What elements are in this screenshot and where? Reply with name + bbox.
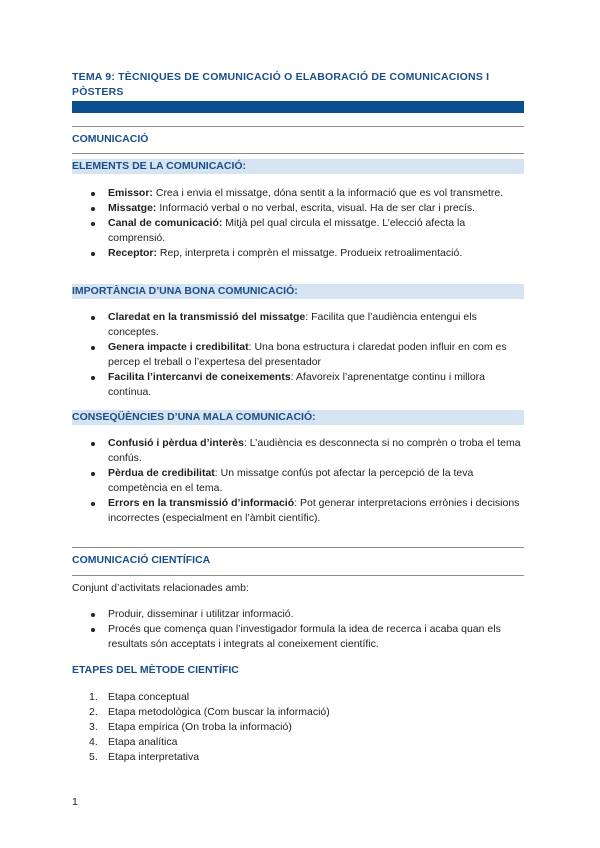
- list-item: [72, 201, 522, 216]
- item-text: Rep, interpreta i comprèn el missatge. Produeix retroalimentació.: [157, 247, 463, 259]
- item-term: Receptor:: [108, 247, 158, 259]
- item-text: Mitjà pel qual circula el missatge. L’elecció afecta la comprensió.: [108, 217, 466, 244]
- list-item: [72, 496, 522, 526]
- subheading-etapes: ETAPES DEL MÈTODE CIENTÍFIC: [72, 664, 239, 676]
- list-item: [72, 186, 522, 201]
- list-item: [72, 246, 522, 261]
- item-text: Etapa conceptual: [108, 691, 190, 703]
- list-item: [72, 466, 522, 496]
- item-number: 2.: [89, 706, 98, 718]
- item-term: Claredat en la transmissió del missatge: [108, 311, 306, 323]
- item-term: Canal de comunicació:: [108, 217, 223, 229]
- item-term: Genera impacte i credibilitat: [108, 341, 249, 353]
- item-text: Etapa metodològica (Com buscar la informació): [108, 706, 330, 718]
- item-number: 4.: [89, 736, 98, 748]
- divider: [72, 547, 524, 548]
- list-item: [72, 690, 522, 705]
- section-heading-comunicacio: COMUNICACIÓ: [72, 133, 149, 145]
- importancia-list: [72, 310, 522, 400]
- item-text: : Facilita que l’audiència entengui els conceptes.: [108, 311, 477, 338]
- item-text: Informació verbal o no verbal, escrita, visual. Ha de ser clar i precís.: [156, 202, 476, 214]
- consequencies-list: [72, 436, 522, 526]
- divider: [72, 153, 524, 154]
- list-item: Produir, disseminar i utilitzar informació.: [72, 607, 522, 622]
- item-text: Crea i envia el missatge, dóna sentit a la informació que es vol transmetre.: [152, 187, 504, 199]
- item-text: : Un missatge confús pot afectar la percepció de la teva competència en el tema.: [108, 467, 474, 494]
- etapes-list: [72, 690, 522, 765]
- divider: [72, 575, 524, 576]
- title-bar: [72, 101, 524, 113]
- item-text: Etapa empírica (On troba la informació): [108, 721, 292, 733]
- cientifica-list: [72, 607, 522, 652]
- item-term: Errors en la transmissió d’informació: [108, 497, 295, 509]
- list-item: [72, 750, 522, 765]
- item-number: 3.: [89, 721, 98, 733]
- list-item: [72, 735, 522, 750]
- list-item: [72, 310, 522, 340]
- item-term: Facilita l’intercanvi de coneixements: [108, 371, 291, 383]
- item-term: Missatge:: [108, 202, 157, 214]
- item-text: : Pot generar interpretacions errònies i decisions incorrectes (especialment en l’àmbit científic).: [108, 497, 520, 524]
- item-term: Emissor:: [108, 187, 153, 199]
- list-item: [72, 436, 522, 466]
- divider: [72, 126, 524, 127]
- item-term: Confusió i pèrdua d’interès: [108, 437, 244, 449]
- item-number: 5.: [89, 751, 98, 763]
- list-item: [72, 340, 522, 370]
- subheading-importancia: IMPORTÀNCIA D’UNA BONA COMUNICACIÓ:: [72, 284, 524, 299]
- list-item: [72, 370, 522, 400]
- subheading-consequencies: CONSEQÜÈNCIES D’UNA MALA COMUNICACIÓ:: [72, 410, 524, 425]
- item-text: Etapa analítica: [108, 736, 178, 748]
- list-item: Procés que comença quan l’investigador formula la idea de recerca i acaba quan els resultats són acceptats i integrats al coneixement científic.: [72, 622, 522, 652]
- item-text: : Afavoreix l’aprenentatge continu i millora contínua.: [108, 371, 486, 398]
- section-heading-comunicacio-cientifica: COMUNICACIÓ CIENTÍFICA: [72, 554, 211, 566]
- intro-text: Conjunt d’activitats relacionades amb:: [72, 582, 249, 594]
- elements-list: [72, 186, 522, 261]
- list-item: [72, 720, 522, 735]
- document-title: TEMA 9: TÈCNIQUES DE COMUNICACIÓ O ELABORACIÓ DE COMUNICACIONS I PÒSTERS: [72, 71, 490, 98]
- item-text: : L’audiència es desconnecta si no comprèn o troba el tema confús.: [108, 437, 521, 464]
- item-term: Pèrdua de credibilitat: [108, 467, 215, 479]
- list-item: [72, 705, 522, 720]
- page-number: 1: [72, 796, 78, 808]
- subheading-elements: ELEMENTS DE LA COMUNICACIÓ:: [72, 159, 524, 174]
- item-text: : Una bona estructura i claredat poden influir en com es percep el treball o l’expertesa del presentador: [108, 341, 507, 368]
- item-text: Etapa interpretativa: [108, 751, 200, 763]
- list-item: [72, 216, 522, 246]
- item-number: 1.: [89, 691, 98, 703]
